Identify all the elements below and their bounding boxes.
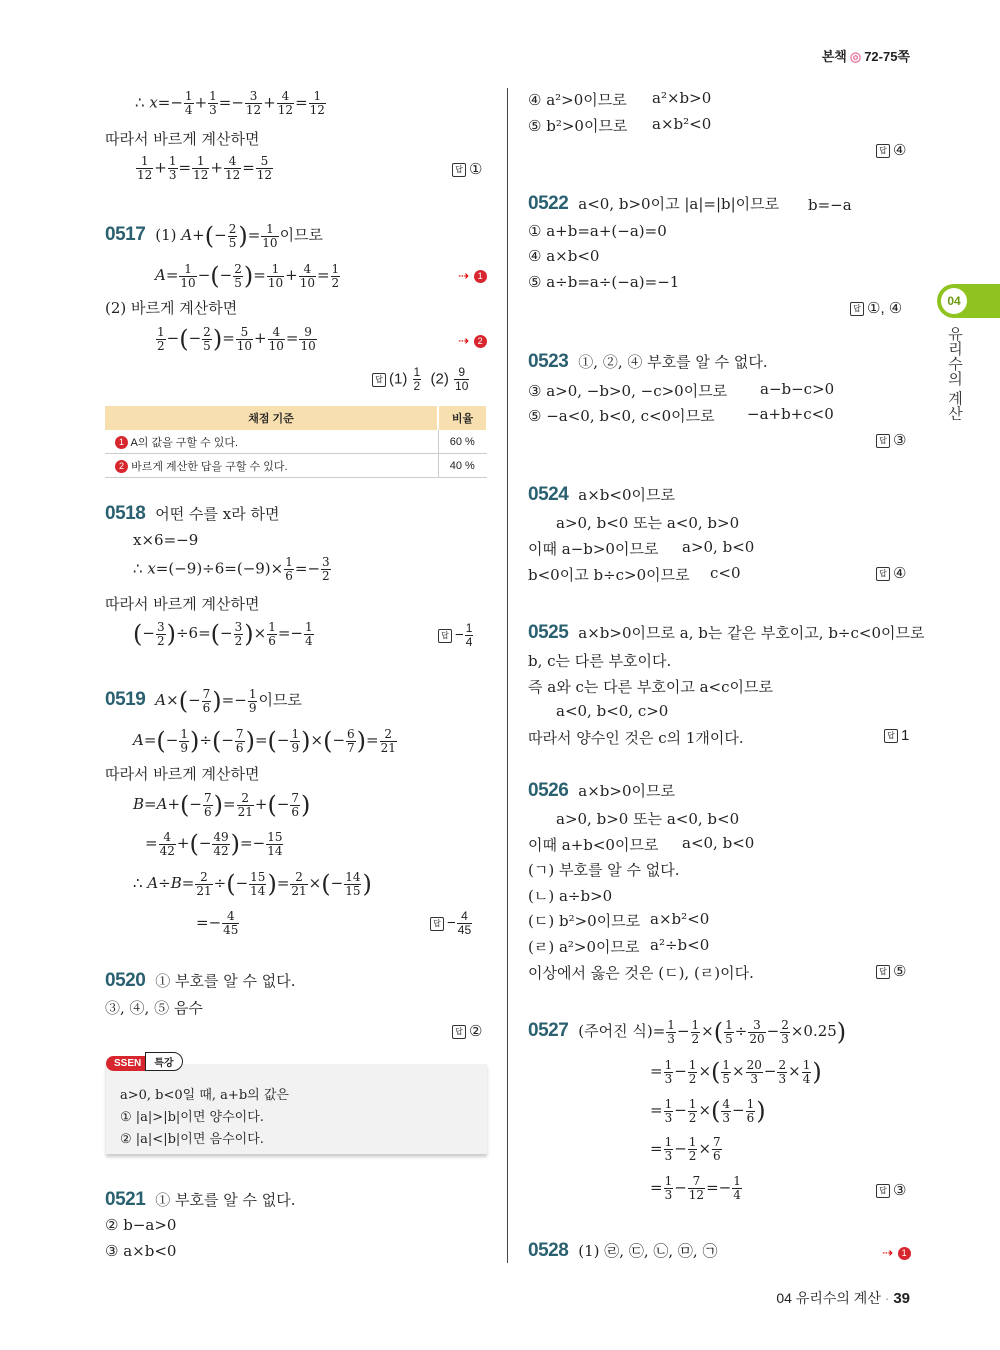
- text-526-d: (ㄱ) 부호를 알 수 없다.: [528, 861, 680, 879]
- text-526-f: (ㄷ) b²>0이므로: [528, 912, 641, 930]
- text-526-c: 이때 a+b<0이므로: [528, 836, 659, 854]
- problem-number: 0523: [528, 351, 569, 372]
- footer-chapter: 04 유리수의 계산: [776, 1290, 881, 1306]
- problem-0518: 0518 어떤 수를 x라 하면: [105, 503, 280, 524]
- answer-icon: 답: [884, 729, 898, 743]
- answer-522: 답 ①, ④: [850, 299, 902, 317]
- text-523-cc: −a+b+c<0: [747, 405, 834, 423]
- answer-icon: 답: [876, 567, 890, 581]
- text-524-b: a>0, b<0 또는 a<0, b>0: [556, 514, 740, 532]
- text-525-e: 따라서 양수인 것은 c의 1개이다.: [528, 729, 744, 747]
- problem-number: 0521: [105, 1189, 146, 1210]
- eq-527-b: = $\frac{1}{3}$ − $\frac{1}{2}$ ×( $\frac{1}{5}$ × $\frac{20}{3}$ − $\frac{2}{3}$ × $\frac{1}{4}$ ): [650, 1057, 822, 1086]
- text-525-c: 즉 a와 c는 다른 부호이고 a<c이므로: [528, 678, 773, 696]
- page-footer: 04 유리수의 계산 · 39: [776, 1290, 910, 1307]
- problem-0525: 0525 a×b>0이므로 a, b는 같은 부호이고, b÷c<0이므로: [528, 622, 925, 643]
- text-521-r1b: a²×b>0: [652, 89, 712, 107]
- eq-517-b: $\frac{1}{2}$ −(− $\frac{2}{5}$ )= $\frac{5}{10}$ + $\frac{4}{10}$ = $\frac{9}{10}$: [157, 324, 316, 353]
- eq-519-e: =− $\frac{4}{45}$: [196, 909, 239, 937]
- answer-icon: 답: [430, 917, 444, 931]
- eq-518-c: (− $\frac{3}{2}$ )÷6=(− $\frac{3}{2}$ )× $\frac{1}{6}$ =− $\frac{1}{4}$: [133, 619, 313, 648]
- problem-number: 0520: [105, 970, 146, 991]
- answer-icon: 답: [876, 144, 890, 158]
- answer-icon: 답: [850, 302, 864, 316]
- problem-number: 0519: [105, 689, 146, 710]
- problem-0522: 0522 a<0, b>0이고 |a|=|b|이므로: [528, 193, 780, 214]
- arrow-icon: ⇢: [458, 334, 469, 349]
- text-518-correct: 따라서 바르게 계산하면: [105, 595, 260, 613]
- problem-0519: 0519 A×(− $\frac{7}{6}$ )=− $\frac{1}{9}$ 이므로: [105, 686, 302, 715]
- text-517-2: (2) 바르게 계산하면: [105, 299, 238, 317]
- problem-0523: 0523 ①, ②, ④ 부호를 알 수 없다.: [528, 351, 768, 372]
- header-dot-icon: ◎: [849, 49, 862, 64]
- answer-523: 답 ③: [876, 431, 906, 449]
- eq-517-a: A= $\frac{1}{10}$ −(− $\frac{2}{5}$ )= $\frac{1}{10}$ + $\frac{4}{10}$ = $\frac{1}{2}$: [155, 261, 340, 290]
- answer-icon: 답: [876, 434, 890, 448]
- answer-524: 답 ④: [876, 564, 906, 582]
- step-1-icon: 1: [898, 1247, 911, 1260]
- eq-518-b: ∴ x=(−9)÷6=(−9)× $\frac{1}{6}$ =− $\frac{3}{2}$: [133, 555, 330, 583]
- table-row: 2 바르게 계산한 답을 구할 수 있다. 40 %: [105, 454, 487, 478]
- eq-519-d: ∴ A÷B= $\frac{2}{21}$ ÷(− $\frac{15}{14}$ )= $\frac{2}{21}$ ×(− $\frac{14}{15}$ ): [133, 869, 372, 898]
- problem-0527: 0527 (주어진 식)= $\frac{1}{3}$ − $\frac{1}{2}$ ×( $\frac{1}{5}$ ÷ $\frac{3}{20}$ − $\frac{2}{3}$ ×0.25): [528, 1017, 847, 1046]
- eq-527-c: = $\frac{1}{3}$ − $\frac{1}{2}$ ×( $\frac{4}{3}$ − $\frac{1}{6}$ ): [650, 1096, 766, 1125]
- problem-0520: 0520 ① 부호를 알 수 없다.: [105, 970, 296, 991]
- eq-518-a: x×6=−9: [133, 531, 199, 549]
- text-525-d: a<0, b<0, c>0: [556, 702, 669, 720]
- eq-527-d: = $\frac{1}{3}$ − $\frac{1}{2}$ × $\frac{7}{6}$: [650, 1135, 721, 1163]
- problem-number: 0517: [105, 224, 146, 245]
- answer-525: 답 1: [884, 727, 909, 744]
- step-marker-528: [882, 1243, 911, 1261]
- step-2-icon: 2: [115, 460, 128, 473]
- column-divider: [507, 88, 508, 1263]
- problem-number: 0526: [528, 780, 569, 801]
- answer-icon: 답: [438, 629, 452, 643]
- step-marker-2: [458, 331, 487, 349]
- page-number: 39: [893, 1290, 910, 1307]
- text-524-cc: a>0, b<0: [682, 538, 755, 556]
- text-525-b: b, c는 다른 부호이다.: [528, 652, 672, 670]
- answer-517: 답 (1) $\frac{1}{2}$ (2) $\frac{9}{10}$: [372, 366, 470, 393]
- text-526-ff: a×b²<0: [650, 910, 710, 928]
- problem-number: 0518: [105, 503, 146, 524]
- text-524-c: 이때 a−b>0이므로: [528, 540, 659, 558]
- page-header: [822, 46, 910, 65]
- problem-0528: 0528 (1) ㉣, ㉢, ㉡, ㉤, ㉠: [528, 1240, 718, 1261]
- answer-526: 답 ⑤: [876, 962, 906, 980]
- answer-icon: 답: [372, 373, 386, 387]
- answer-icon: 답: [452, 163, 466, 177]
- step-marker-1: [458, 266, 487, 284]
- text-521-c: ③ a×b<0: [105, 1242, 177, 1260]
- step-1-icon: 1: [474, 270, 487, 283]
- problem-number: 0527: [528, 1020, 569, 1041]
- answer-521: 답 ④: [876, 141, 906, 159]
- answer-516: 답 ①: [452, 160, 482, 178]
- chapter-tab-number: 04: [941, 288, 967, 314]
- text-524-d: b<0이고 b÷c>0이므로: [528, 566, 690, 584]
- text-526-g: (ㄹ) a²>0이므로: [528, 938, 640, 956]
- text-523-b: ③ a>0, −b>0, −c>0이므로: [528, 382, 728, 400]
- problem-0517: 0517 (1) A+(− $\frac{2}{5}$ )= $\frac{1}{10}$ 이므로: [105, 221, 324, 250]
- text-521-r2: ⑤ b²>0이므로: [528, 117, 628, 135]
- text-526-h: 이상에서 옳은 것은 (ㄷ), (ㄹ)이다.: [528, 964, 754, 982]
- problem-number: 0528: [528, 1240, 569, 1261]
- eq-516-correct: $\frac{1}{12}$ + $\frac{1}{3}$ = $\frac{1}{12}$ + $\frac{4}{12}$ = $\frac{5}{12}$: [137, 154, 273, 182]
- eq-527-e: = $\frac{1}{3}$ − $\frac{7}{12}$ =− $\frac{1}{4}$: [650, 1174, 741, 1202]
- header-pages: 72-75쪽: [864, 49, 910, 64]
- text-526-e: (ㄴ) a÷b>0: [528, 887, 613, 905]
- text-521-b: ② b−a>0: [105, 1216, 177, 1234]
- text-526-cc: a<0, b<0: [682, 834, 755, 852]
- text-520-b: ③, ④, ⑤ 음수: [105, 999, 203, 1017]
- text-522-e: ⑤ a÷b=a÷(−a)=−1: [528, 273, 680, 291]
- arrow-icon: ⇢: [882, 1246, 893, 1261]
- tip-label: SSEN 특강: [106, 1052, 183, 1071]
- text-522-d: ④ a×b<0: [528, 247, 600, 265]
- step-1-icon: 1: [115, 436, 128, 449]
- answer-520: 답 ②: [452, 1022, 482, 1040]
- problem-0521: 0521 ① 부호를 알 수 없다.: [105, 1189, 296, 1210]
- answer-icon: 답: [452, 1025, 466, 1039]
- text-522-b: b=−a: [808, 196, 852, 214]
- text-516-correct: 따라서 바르게 계산하면: [105, 130, 260, 148]
- header-book: 본책: [821, 49, 847, 64]
- chapter-tab-title: 유리수의 계산: [946, 326, 963, 421]
- eq-516-result: ∴ x=− $\frac{1}{4}$ + $\frac{1}{3}$ =− $\frac{3}{12}$ + $\frac{4}{12}$ = $\frac{1}{12}$: [135, 89, 325, 117]
- text-521-r1: ④ a²>0이므로: [528, 91, 627, 109]
- grade-header-criteria: 채점 기준: [105, 406, 438, 430]
- problem-0524: 0524 a×b<0이므로: [528, 484, 675, 505]
- step-2-icon: 2: [474, 335, 487, 348]
- text-522-c: ① a+b=a+(−a)=0: [528, 222, 667, 240]
- grading-table: [105, 406, 488, 478]
- text-526-b: a>0, b>0 또는 a<0, b<0: [556, 810, 740, 828]
- tip-text-3: ② |a|<|b|이면 음수이다.: [120, 1132, 264, 1147]
- problem-number: 0525: [528, 622, 569, 643]
- eq-519-b: B=A+(− $\frac{7}{6}$ )= $\frac{2}{21}$ +(− $\frac{7}{6}$ ): [133, 790, 311, 819]
- text-524-dd: c<0: [710, 564, 741, 582]
- eq-519-c: = $\frac{4}{42}$ +(− $\frac{49}{42}$ )=− $\frac{15}{14}$: [145, 829, 283, 858]
- text-523-bb: a−b−c>0: [760, 380, 835, 398]
- tip-text-1: a>0, b<0일 때, a+b의 값은: [120, 1088, 289, 1103]
- text-519-correct: 따라서 바르게 계산하면: [105, 765, 260, 783]
- text-526-gg: a²÷b<0: [650, 936, 710, 954]
- text-523-c: ⑤ −a<0, b<0, c<0이므로: [528, 407, 715, 425]
- text-521-r2b: a×b²<0: [652, 115, 712, 133]
- answer-icon: 답: [876, 1184, 890, 1198]
- answer-518: 답 − $\frac{1}{4}$: [438, 622, 474, 649]
- eq-519-a: A=(− $\frac{1}{9}$ )÷(− $\frac{7}{6}$ )=(− $\frac{1}{9}$ )×(− $\frac{6}{7}$ )= $\frac{2}{21}$: [133, 726, 396, 755]
- problem-number: 0522: [528, 193, 569, 214]
- problem-number: 0524: [528, 484, 569, 505]
- problem-0526: 0526 a×b>0이므로: [528, 780, 675, 801]
- answer-519: 답 − $\frac{4}{45}$: [430, 910, 473, 937]
- tip-text-2: ① |a|>|b|이면 양수이다.: [120, 1110, 264, 1125]
- table-row: 1 A의 값을 구할 수 있다. 60 %: [105, 430, 487, 454]
- answer-527: 답 ③: [876, 1181, 906, 1199]
- answer-icon: 답: [876, 965, 890, 979]
- arrow-icon: ⇢: [458, 269, 469, 284]
- grade-header-ratio: 비율: [438, 406, 487, 430]
